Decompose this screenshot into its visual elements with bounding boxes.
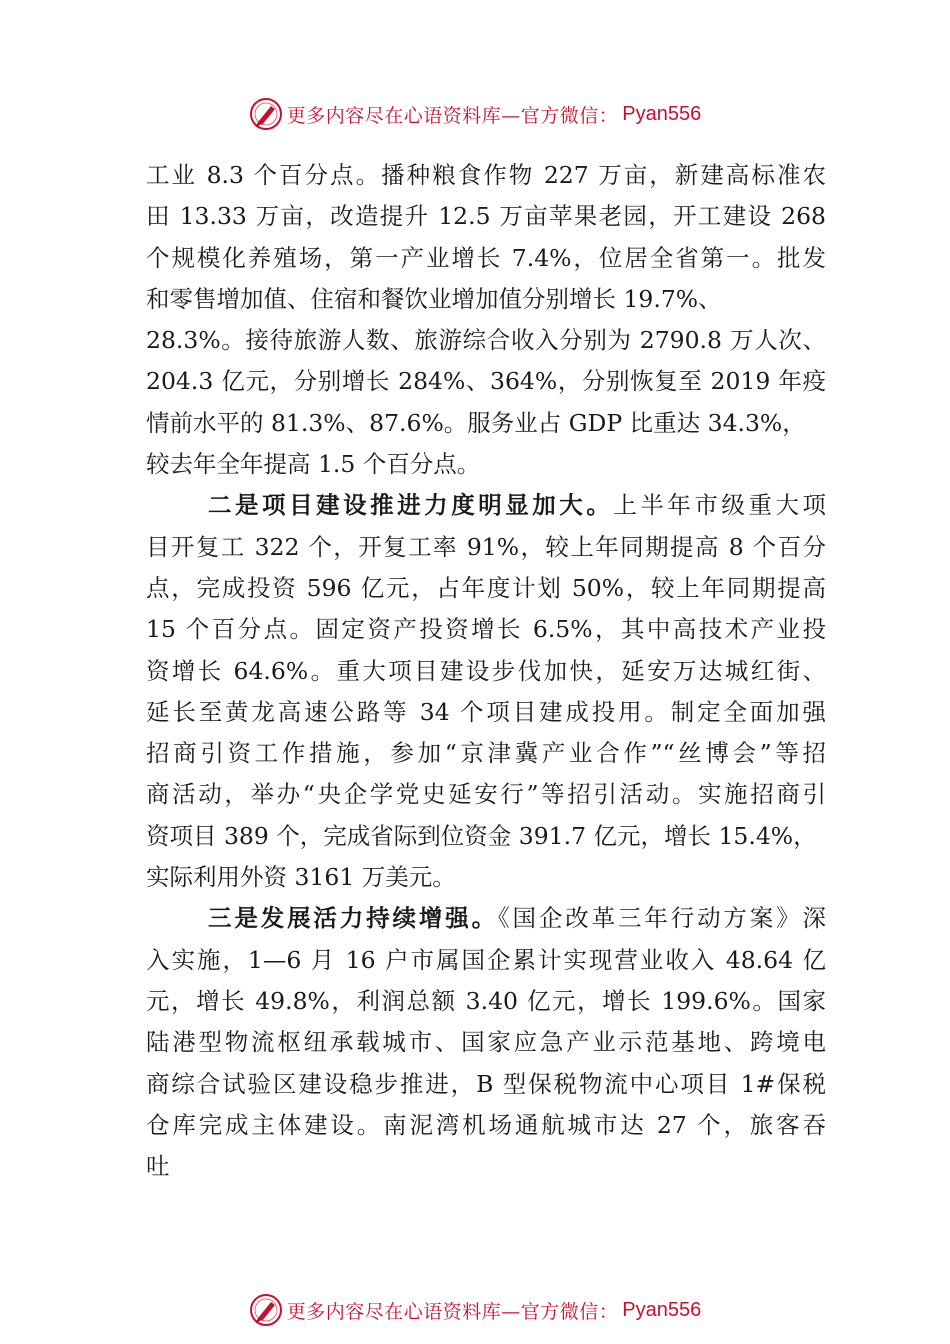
- text-line: 点，完成投资 596 亿元，占年度计划 50%，较上年同期提高: [146, 573, 826, 602]
- paragraph-2-heading: 二是项目建设推进力度明显加大。: [208, 491, 614, 520]
- text-line: [146, 485, 826, 526]
- text-line: 204.3 亿元，分别增长 284%、364%，分别恢复至 2019 年疫: [146, 367, 826, 396]
- text-line: 工业 8.3 个百分点。播种粮食作物 227 万亩，新建高标准农: [146, 161, 826, 189]
- paragraph-3-first-line: 《国企改革三年行动方案》深: [497, 904, 826, 933]
- text-line: 入实施，1—6 月 16 户市属国企累计实现营业收入 48.64 亿: [146, 945, 826, 974]
- text-line: 招商引资工作措施，参加“京津冀产业合作”“丝博会”等招: [146, 739, 826, 768]
- paragraph-2: [146, 485, 826, 898]
- text-line: 陆港型物流枢纽承载城市、国家应急产业示范基地、跨境电: [146, 1028, 826, 1057]
- document-body: [146, 155, 826, 1187]
- footer-wechat-id: Pyan556: [622, 1298, 702, 1321]
- text-line: 商活动，举办“央企学党史延安行”等招引活动。实施招商引: [146, 780, 826, 809]
- text-line: 28.3%。接待旅游人数、旅游综合收入分别为 2790.8 万人次、: [146, 326, 826, 355]
- text-line: 个规模化养殖场，第一产业增长 7.4%，位居全省第一。批发: [146, 243, 826, 272]
- text-line: 资增长 64.6%。重大项目建设步伐加快，延安万达城红街、: [146, 656, 826, 685]
- text-line: 实际利用外资 3161 万美元。: [146, 863, 456, 892]
- text-line: 田 13.33 万亩，改造提升 12.5 万亩苹果老园，开工建设 268: [146, 202, 826, 231]
- text-line: 资项目 389 个，完成省际到位资金 391.7 亿元，增长 15.4%，: [146, 821, 817, 850]
- text-line: 15 个百分点。固定资产投资增长 6.5%，其中高技术产业投: [146, 615, 826, 644]
- text-line: 仓库完成主体建设。南泥湾机场通航城市达 27 个，旅客吞: [146, 1110, 826, 1139]
- paragraph-1: [146, 155, 826, 485]
- pen-logo-icon: [249, 97, 283, 131]
- paragraph-3: [146, 898, 826, 1187]
- text-line: 延长至黄龙高速公路等 34 个项目建成投用。制定全面加强: [146, 697, 826, 726]
- pen-logo-icon: [249, 1293, 283, 1327]
- text-line: 和零售增加值、住宿和餐饮业增加值分别增长 19.7%、: [146, 284, 722, 313]
- header-banner: [0, 92, 950, 136]
- text-line: 情前水平的 81.3%、87.6%。服务业占 GDP 比重达 34.3%，: [146, 408, 806, 437]
- header-banner-text: 更多内容尽在心语资料库—官方微信：: [286, 104, 619, 127]
- text-line: 较去年全年提高 1.5 个百分点。: [146, 450, 481, 479]
- text-line: 目开复工 322 个，开复工率 91%，较上年同期提高 8 个百分: [146, 532, 826, 561]
- footer-banner: [0, 1288, 950, 1332]
- text-line: 商综合试验区建设稳步推进，B 型保税物流中心项目 1#保税: [146, 1069, 826, 1098]
- footer-banner-text: 更多内容尽在心语资料库—官方微信：: [286, 1300, 619, 1323]
- paragraph-2-first-line: 上半年市级重大项: [613, 491, 826, 520]
- header-wechat-id: Pyan556: [622, 102, 702, 125]
- paragraph-3-heading: 三是发展活力持续增强。: [208, 904, 498, 933]
- text-line: [146, 898, 826, 939]
- text-line: 吐: [146, 1152, 170, 1181]
- text-line: 元，增长 49.8%，利润总额 3.40 亿元，增长 199.6%。国家: [146, 986, 826, 1015]
